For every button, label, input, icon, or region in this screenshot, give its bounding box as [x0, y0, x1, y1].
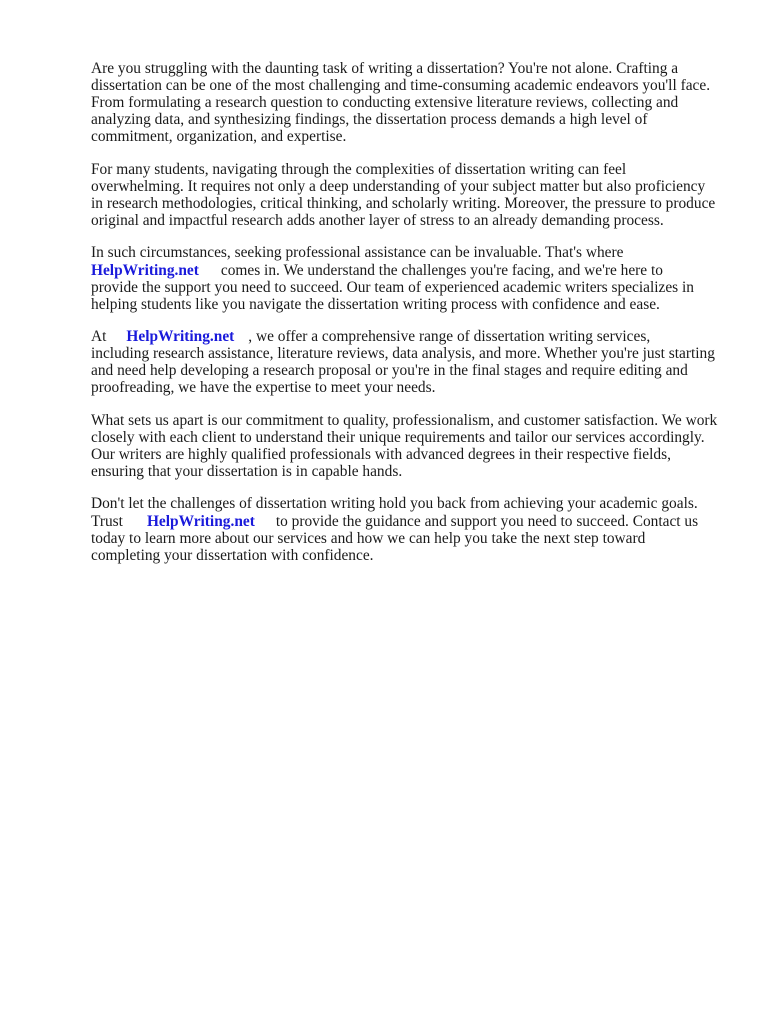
helpwriting-link[interactable]: HelpWriting.net [91, 261, 199, 279]
text-line: original and impactful research adds another layer of stress to an already demanding process. [91, 212, 664, 230]
text-line: ensuring that your dissertation is in capable hands. [91, 463, 403, 481]
paragraph-closing [91, 495, 756, 563]
text-line: closely with each client to understand their unique requirements and tailor our services accordingly. [91, 428, 705, 446]
text-line: analyzing data, and synthesizing findings, the dissertation process demands a high level of [91, 111, 648, 129]
text-line: Our writers are highly qualified professionals with advanced degrees in their respective fields, [91, 445, 671, 463]
text-line: proofreading, we have the expertise to meet your needs. [91, 379, 436, 397]
text-line: helping students like you navigate the dissertation writing process with confidence and ease. [91, 295, 660, 313]
text-line [91, 262, 756, 279]
text-line [91, 513, 756, 530]
text-fragment: , we offer a comprehensive range of dissertation writing services, [248, 328, 651, 346]
text-fragment: comes in. We understand the challenges you're facing, and we're here to [220, 261, 663, 279]
text-fragment: Trust [91, 512, 123, 530]
text-line: What sets us apart is our commitment to quality, professionalism, and customer satisfaction. We work [91, 411, 718, 429]
text-line: In such circumstances, seeking professional assistance can be invaluable. That's where [91, 244, 624, 262]
text-line: in research methodologies, critical thinking, and scholarly writing. Moreover, the pressure to produce [91, 194, 716, 212]
paragraph-services [91, 328, 756, 396]
text-line: today to learn more about our services and how we can help you take the next step toward [91, 529, 646, 547]
text-line: overwhelming. It requires not only a deep understanding of your subject matter but also proficiency [91, 177, 706, 195]
paragraph-intro [91, 60, 756, 145]
text-line: including research assistance, literature reviews, data analysis, and more. Whether you're just starting [91, 345, 715, 363]
paragraph-assistance [91, 244, 756, 312]
text-line: dissertation can be one of the most challenging and time-consuming academic endeavors you'll face. [91, 77, 711, 95]
document-page [91, 60, 756, 579]
text-fragment: to provide the guidance and support you need to succeed. Contact us [275, 512, 699, 530]
text-line [91, 328, 756, 345]
text-line: completing your dissertation with confidence. [91, 546, 374, 564]
text-line: provide the support you need to succeed. Our team of experienced academic writers specializes in [91, 278, 694, 296]
paragraph-complexities [91, 161, 756, 229]
helpwriting-link[interactable]: HelpWriting.net [126, 328, 235, 346]
text-line: commitment, organization, and expertise. [91, 128, 347, 146]
text-line: and need help developing a research proposal or you're in the final stages and require editing and [91, 362, 688, 380]
text-line: Don't let the challenges of dissertation writing hold you back from achieving your academic goals. [91, 495, 698, 513]
text-line: For many students, navigating through the complexities of dissertation writing can feel [91, 160, 627, 178]
helpwriting-link[interactable]: HelpWriting.net [146, 512, 255, 530]
text-fragment: At [91, 328, 107, 346]
text-line: Are you struggling with the daunting task of writing a dissertation? You're not alone. Crafting a [91, 60, 679, 77]
paragraph-quality [91, 412, 756, 480]
text-line: From formulating a research question to conducting extensive literature reviews, collecting and [91, 94, 679, 112]
